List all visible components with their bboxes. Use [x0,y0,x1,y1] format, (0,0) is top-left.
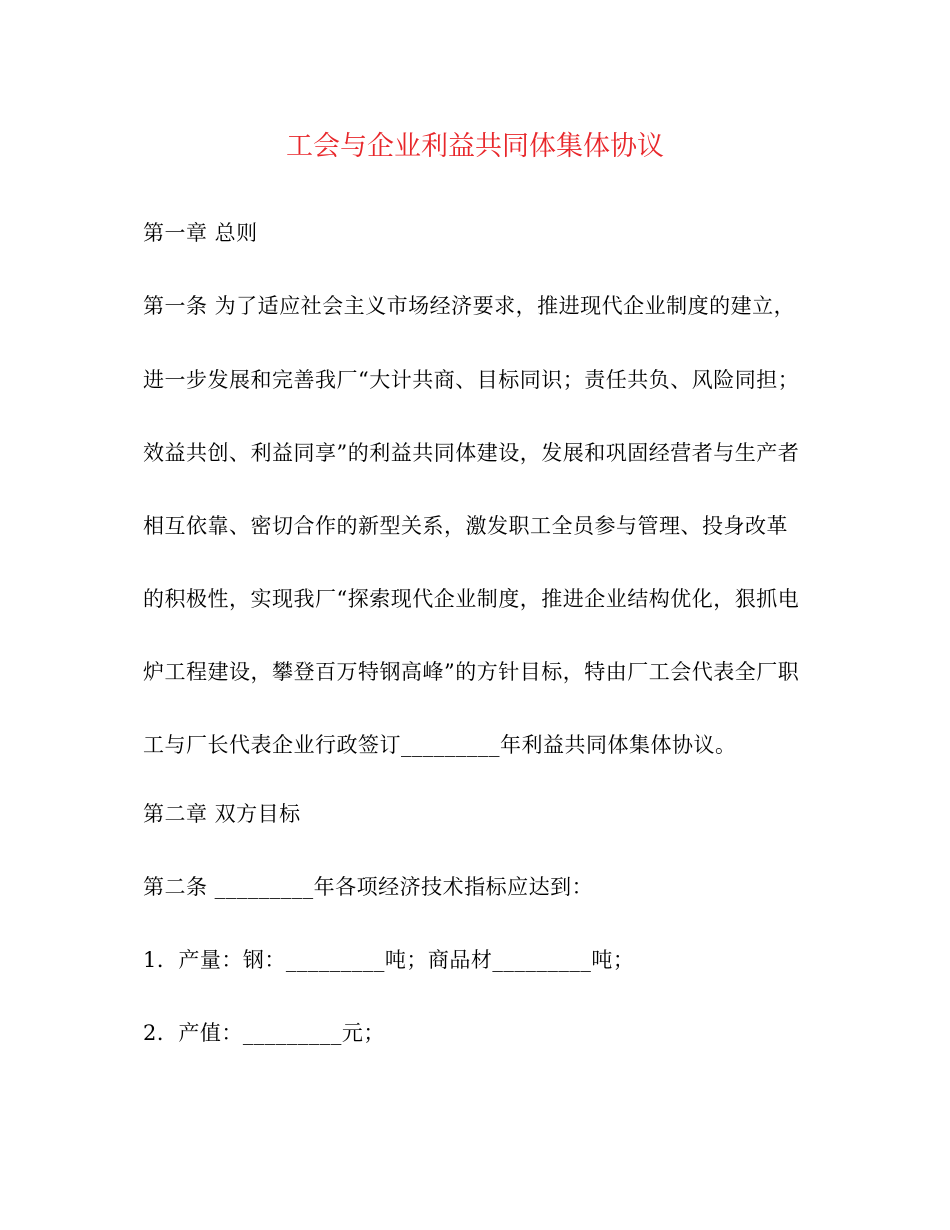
paragraph-line: 相互依靠、密切合作的新型关系，激发职工全员参与管理、投身改革 [143,514,788,538]
paragraph-line: 进一步发展和完善我厂“大计共商、目标同识；责任共负、风险同担； [143,368,800,392]
chapter-heading: 第一章 总则 [143,221,258,245]
list-item: 2．产值：_________元； [143,1021,385,1045]
paragraph-line: 的积极性，实现我厂“探索现代企业制度，推进企业结构优化，狠抓电 [143,587,800,611]
paragraph-line: 效益共创、利益同享”的利益共同体建设，发展和巩固经营者与生产者 [143,441,800,465]
paragraph-line: 第一条 为了适应社会主义市场经济要求，推进现代企业制度的建立， [143,294,796,318]
paragraph-line: 炉工程建设，攀登百万特钢高峰”的方针目标，特由厂工会代表全厂职 [143,660,800,684]
document-title: 工会与企业利益共同体集体协议 [286,131,664,162]
paragraph-line: 第二条 _________年各项经济技术指标应达到： [143,875,594,899]
paragraph-line: 工与厂长代表企业行政签订_________年利益共同体集体协议。 [143,733,737,757]
chapter-heading: 第二章 双方目标 [143,802,301,826]
list-item: 1．产量：钢：_________吨；商品材_________吨； [143,948,635,972]
